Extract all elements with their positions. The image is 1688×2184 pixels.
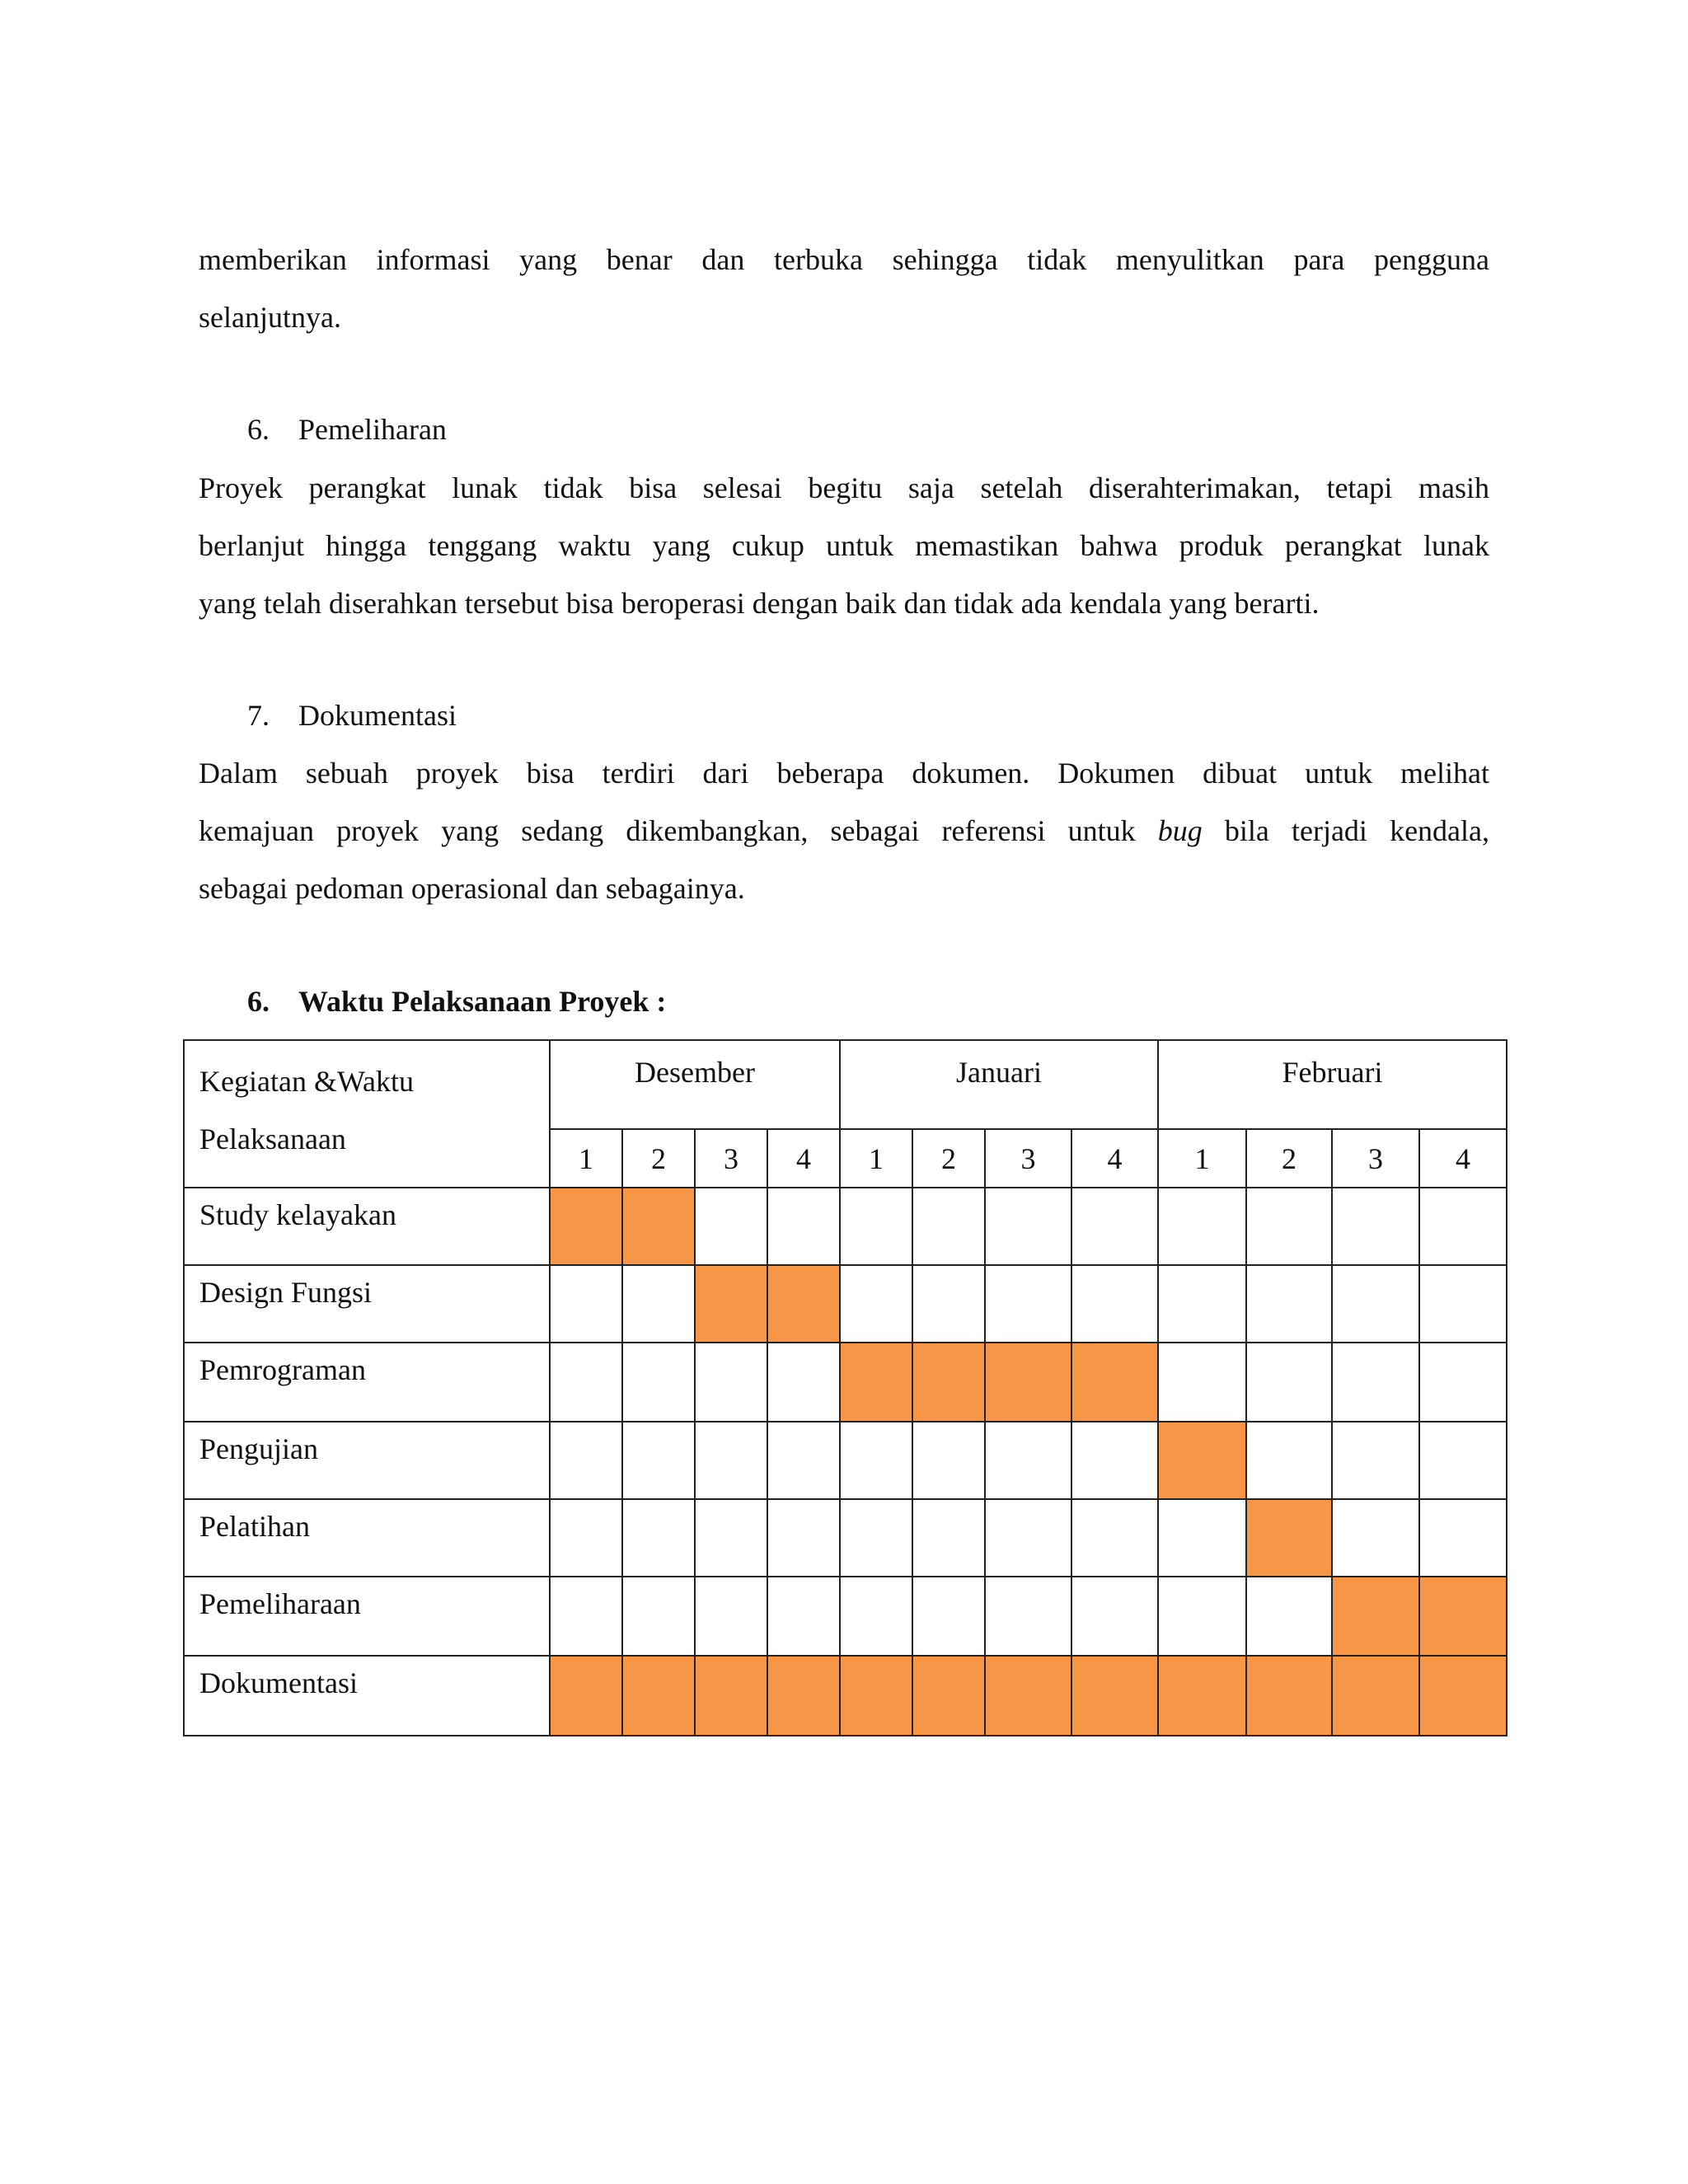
- section-6-line: Proyek perangkat lunak tidak bisa selesai begitu saja setelah diserahterimakan, tetapi masih: [199, 471, 1489, 504]
- empty-week-cell: [622, 1499, 695, 1577]
- section-6-paragraph: [199, 459, 1489, 632]
- activity-row: [184, 1499, 1507, 1577]
- scheduled-week-cell: [695, 1265, 767, 1343]
- empty-week-cell: [1158, 1265, 1246, 1343]
- empty-week-cell: [840, 1265, 912, 1343]
- empty-week-cell: [985, 1577, 1071, 1656]
- empty-week-cell: [767, 1422, 840, 1499]
- section-7-line: sebagai pedoman operasional dan sebagainya.: [199, 872, 745, 905]
- section-7-line: Dalam sebuah proyek bisa terdiri dari beberapa dokumen. Dokumen dibuat untuk melihat: [199, 757, 1489, 790]
- intro-paragraph: [199, 231, 1489, 346]
- schedule-table: [183, 1039, 1507, 1736]
- empty-week-cell: [1246, 1422, 1332, 1499]
- intro-line: memberikan informasi yang benar dan terbuka sehingga tidak menyulitkan para pengguna: [199, 243, 1489, 276]
- empty-week-cell: [1246, 1188, 1332, 1265]
- empty-week-cell: [840, 1188, 912, 1265]
- scheduled-week-cell: [1071, 1656, 1158, 1736]
- empty-week-cell: [1419, 1499, 1507, 1577]
- activity-row: [184, 1343, 1507, 1422]
- empty-week-cell: [1071, 1577, 1158, 1656]
- scheduled-week-cell: [840, 1343, 912, 1422]
- schedule-number: 6.: [247, 985, 270, 1018]
- empty-week-cell: [1071, 1499, 1158, 1577]
- scheduled-week-cell: [1158, 1656, 1246, 1736]
- week-number: 3: [695, 1129, 767, 1188]
- section-7-heading: [247, 695, 457, 736]
- empty-week-cell: [695, 1422, 767, 1499]
- scheduled-week-cell: [1419, 1656, 1507, 1736]
- section-7-paragraph: [199, 744, 1489, 917]
- empty-week-cell: [1419, 1343, 1507, 1422]
- empty-week-cell: [1419, 1422, 1507, 1499]
- empty-week-cell: [550, 1577, 622, 1656]
- scheduled-week-cell: [550, 1656, 622, 1736]
- empty-week-cell: [1071, 1265, 1158, 1343]
- week-number: 3: [1332, 1129, 1419, 1188]
- scheduled-week-cell: [622, 1188, 695, 1265]
- empty-week-cell: [1332, 1265, 1419, 1343]
- empty-week-cell: [767, 1499, 840, 1577]
- section-7-line2-start: kemajuan proyek yang sedang dikembangkan, sebagai referensi untuk: [199, 814, 1158, 847]
- scheduled-week-cell: [912, 1656, 985, 1736]
- empty-week-cell: [840, 1422, 912, 1499]
- activity-label: Pemeliharaan: [184, 1577, 550, 1656]
- bug-term: bug: [1157, 814, 1203, 847]
- empty-week-cell: [622, 1577, 695, 1656]
- section-7-line2-end: bila terjadi kendala,: [1202, 814, 1490, 847]
- empty-week-cell: [1246, 1265, 1332, 1343]
- scheduled-week-cell: [767, 1265, 840, 1343]
- empty-week-cell: [1332, 1499, 1419, 1577]
- scheduled-week-cell: [550, 1188, 622, 1265]
- activity-row: [184, 1422, 1507, 1499]
- section-6-line: berlanjut hingga tenggang waktu yang cukup untuk memastikan bahwa produk perangkat lunak: [199, 529, 1489, 562]
- empty-week-cell: [695, 1343, 767, 1422]
- activity-row: [184, 1188, 1507, 1265]
- empty-week-cell: [1332, 1343, 1419, 1422]
- section-6-title: Pemeliharan: [298, 413, 447, 446]
- section-6-number: 6.: [247, 413, 270, 446]
- empty-week-cell: [767, 1188, 840, 1265]
- week-number: 3: [985, 1129, 1071, 1188]
- empty-week-cell: [912, 1422, 985, 1499]
- activity-row: [184, 1577, 1507, 1656]
- empty-week-cell: [622, 1265, 695, 1343]
- week-number: 2: [912, 1129, 985, 1188]
- empty-week-cell: [985, 1422, 1071, 1499]
- empty-week-cell: [912, 1577, 985, 1656]
- empty-week-cell: [550, 1422, 622, 1499]
- empty-week-cell: [1419, 1265, 1507, 1343]
- empty-week-cell: [1158, 1577, 1246, 1656]
- empty-week-cell: [985, 1499, 1071, 1577]
- scheduled-week-cell: [1071, 1343, 1158, 1422]
- empty-week-cell: [767, 1577, 840, 1656]
- empty-week-cell: [1419, 1188, 1507, 1265]
- week-number: 2: [622, 1129, 695, 1188]
- section-6-heading: [247, 409, 447, 450]
- week-number: 1: [840, 1129, 912, 1188]
- activity-label: Pelatihan: [184, 1499, 550, 1577]
- scheduled-week-cell: [1332, 1577, 1419, 1656]
- section-7-title: Dokumentasi: [298, 699, 457, 732]
- schedule-rows: [184, 1188, 1507, 1736]
- scheduled-week-cell: [912, 1343, 985, 1422]
- empty-week-cell: [695, 1577, 767, 1656]
- week-number: 4: [1419, 1129, 1507, 1188]
- empty-week-cell: [1332, 1422, 1419, 1499]
- scheduled-week-cell: [985, 1343, 1071, 1422]
- empty-week-cell: [912, 1188, 985, 1265]
- scheduled-week-cell: [985, 1656, 1071, 1736]
- scheduled-week-cell: [622, 1656, 695, 1736]
- week-number: 1: [1158, 1129, 1246, 1188]
- month-header-row: [184, 1040, 1507, 1129]
- month-februari: Februari: [1158, 1040, 1507, 1129]
- empty-week-cell: [1246, 1343, 1332, 1422]
- empty-week-cell: [1071, 1422, 1158, 1499]
- empty-week-cell: [985, 1265, 1071, 1343]
- schedule-title: Waktu Pelaksanaan Proyek :: [298, 985, 667, 1018]
- intro-line: selanjutnya.: [199, 301, 341, 334]
- empty-week-cell: [622, 1343, 695, 1422]
- activity-label: Study kelayakan: [184, 1188, 550, 1265]
- week-number: 4: [767, 1129, 840, 1188]
- activity-label: Pemrograman: [184, 1343, 550, 1422]
- scheduled-week-cell: [1246, 1656, 1332, 1736]
- empty-week-cell: [1158, 1343, 1246, 1422]
- scheduled-week-cell: [840, 1656, 912, 1736]
- activity-row: [184, 1265, 1507, 1343]
- empty-week-cell: [1071, 1188, 1158, 1265]
- empty-week-cell: [622, 1422, 695, 1499]
- empty-week-cell: [840, 1577, 912, 1656]
- activity-header-cell: Kegiatan &Waktu Pelaksanaan: [184, 1040, 550, 1188]
- week-number: 4: [1071, 1129, 1158, 1188]
- empty-week-cell: [912, 1499, 985, 1577]
- empty-week-cell: [840, 1499, 912, 1577]
- section-7-number: 7.: [247, 699, 270, 732]
- empty-week-cell: [767, 1343, 840, 1422]
- empty-week-cell: [550, 1499, 622, 1577]
- month-januari: Januari: [840, 1040, 1158, 1129]
- scheduled-week-cell: [1419, 1577, 1507, 1656]
- empty-week-cell: [550, 1265, 622, 1343]
- section-6-line: yang telah diserahkan tersebut bisa beroperasi dengan baik dan tidak ada kendala yang berarti.: [199, 587, 1320, 620]
- empty-week-cell: [1332, 1188, 1419, 1265]
- empty-week-cell: [1246, 1577, 1332, 1656]
- schedule-heading: [247, 981, 666, 1022]
- scheduled-week-cell: [767, 1656, 840, 1736]
- week-number: 1: [550, 1129, 622, 1188]
- activity-label: Design Fungsi: [184, 1265, 550, 1343]
- empty-week-cell: [912, 1265, 985, 1343]
- empty-week-cell: [1158, 1499, 1246, 1577]
- activity-row: [184, 1656, 1507, 1736]
- scheduled-week-cell: [1246, 1499, 1332, 1577]
- scheduled-week-cell: [695, 1656, 767, 1736]
- empty-week-cell: [550, 1343, 622, 1422]
- week-number: 2: [1246, 1129, 1332, 1188]
- empty-week-cell: [985, 1188, 1071, 1265]
- scheduled-week-cell: [1158, 1422, 1246, 1499]
- activity-label: Pengujian: [184, 1422, 550, 1499]
- empty-week-cell: [695, 1499, 767, 1577]
- empty-week-cell: [695, 1188, 767, 1265]
- month-desember: Desember: [550, 1040, 840, 1129]
- scheduled-week-cell: [1332, 1656, 1419, 1736]
- activity-label: Dokumentasi: [184, 1656, 550, 1736]
- empty-week-cell: [1158, 1188, 1246, 1265]
- section-7-line: [199, 802, 1489, 860]
